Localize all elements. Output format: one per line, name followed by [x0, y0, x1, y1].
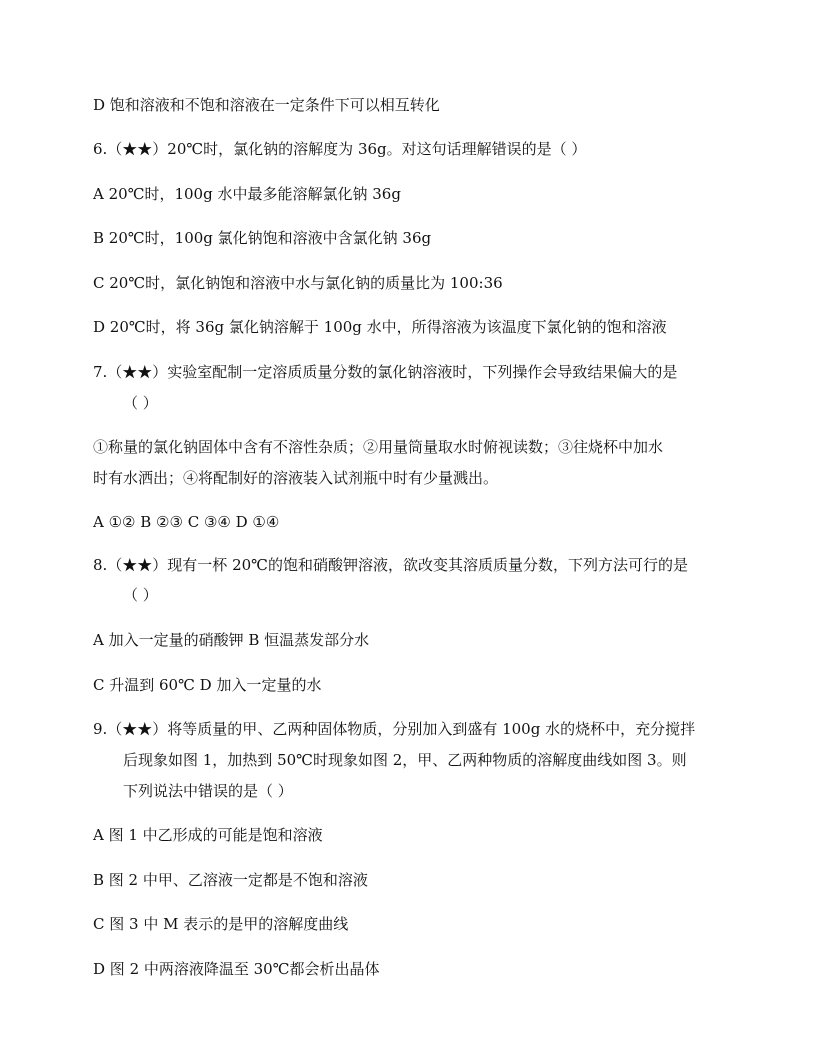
q6-option-c: C 20℃时，氯化钠饱和溶液中水与氯化钠的质量比为 100:36: [93, 274, 503, 292]
q7-stem: 7.（★★）实验室配制一定溶质质量分数的氯化钠溶液时，下列操作会导致结果偏大的是: [93, 363, 678, 381]
q5-option-d: D 饱和溶液和不饱和溶液在一定条件下可以相互转化: [93, 96, 440, 114]
q6-option-b: B 20℃时，100g 氯化钠饱和溶液中含氯化钠 36g: [93, 229, 432, 247]
q9-stem: 9.（★★）将等质量的甲、乙两种固体物质，分别加入到盛有 100g 水的烧杯中，充分搅拌: [93, 720, 696, 738]
q9-option-a: A 图 1 中乙形成的可能是饱和溶液: [93, 826, 323, 844]
q9-option-c: C 图 3 中 M 表示的是甲的溶解度曲线: [93, 915, 349, 933]
q8-options-cd: C 升温到 60℃ D 加入一定量的水: [93, 676, 322, 694]
q9-stem-continued-2: 下列说法中错误的是（ ）: [123, 782, 293, 800]
q9-option-d: D 图 2 中两溶液降温至 30℃都会析出晶体: [93, 960, 380, 978]
q8-options-ab: A 加入一定量的硝酸钾 B 恒温蒸发部分水: [93, 631, 370, 649]
q8-stem-continued: （ ）: [123, 586, 158, 604]
q7-stem-continued: （ ）: [123, 394, 158, 412]
q6-option-a: A 20℃时，100g 水中最多能溶解氯化钠 36g: [93, 185, 401, 203]
q7-options: A ①② B ②③ C ③④ D ①④: [93, 513, 280, 531]
q9-option-b: B 图 2 中甲、乙溶液一定都是不饱和溶液: [93, 871, 368, 889]
q8-stem: 8.（★★）现有一杯 20℃的饱和硝酸钾溶液，欲改变其溶质质量分数，下列方法可行的是: [93, 556, 688, 574]
q6-stem: 6.（★★）20℃时，氯化钠的溶解度为 36g。对这句话理解错误的是（ ）: [93, 140, 587, 158]
q6-option-d: D 20℃时，将 36g 氯化钠溶解于 100g 水中，所得溶液为该温度下氯化钠的饱和溶液: [93, 318, 667, 336]
q7-conditions-continued: 时有水洒出；④将配制好的溶液装入试剂瓶中时有少量溅出。: [93, 469, 499, 487]
q9-stem-continued-1: 后现象如图 1，加热到 50℃时现象如图 2，甲、乙两种物质的溶解度曲线如图 3。则: [123, 751, 687, 769]
q7-conditions: ①称量的氯化钠固体中含有不溶性杂质；②用量筒量取水时俯视读数；③往烧杯中加水: [93, 438, 664, 456]
